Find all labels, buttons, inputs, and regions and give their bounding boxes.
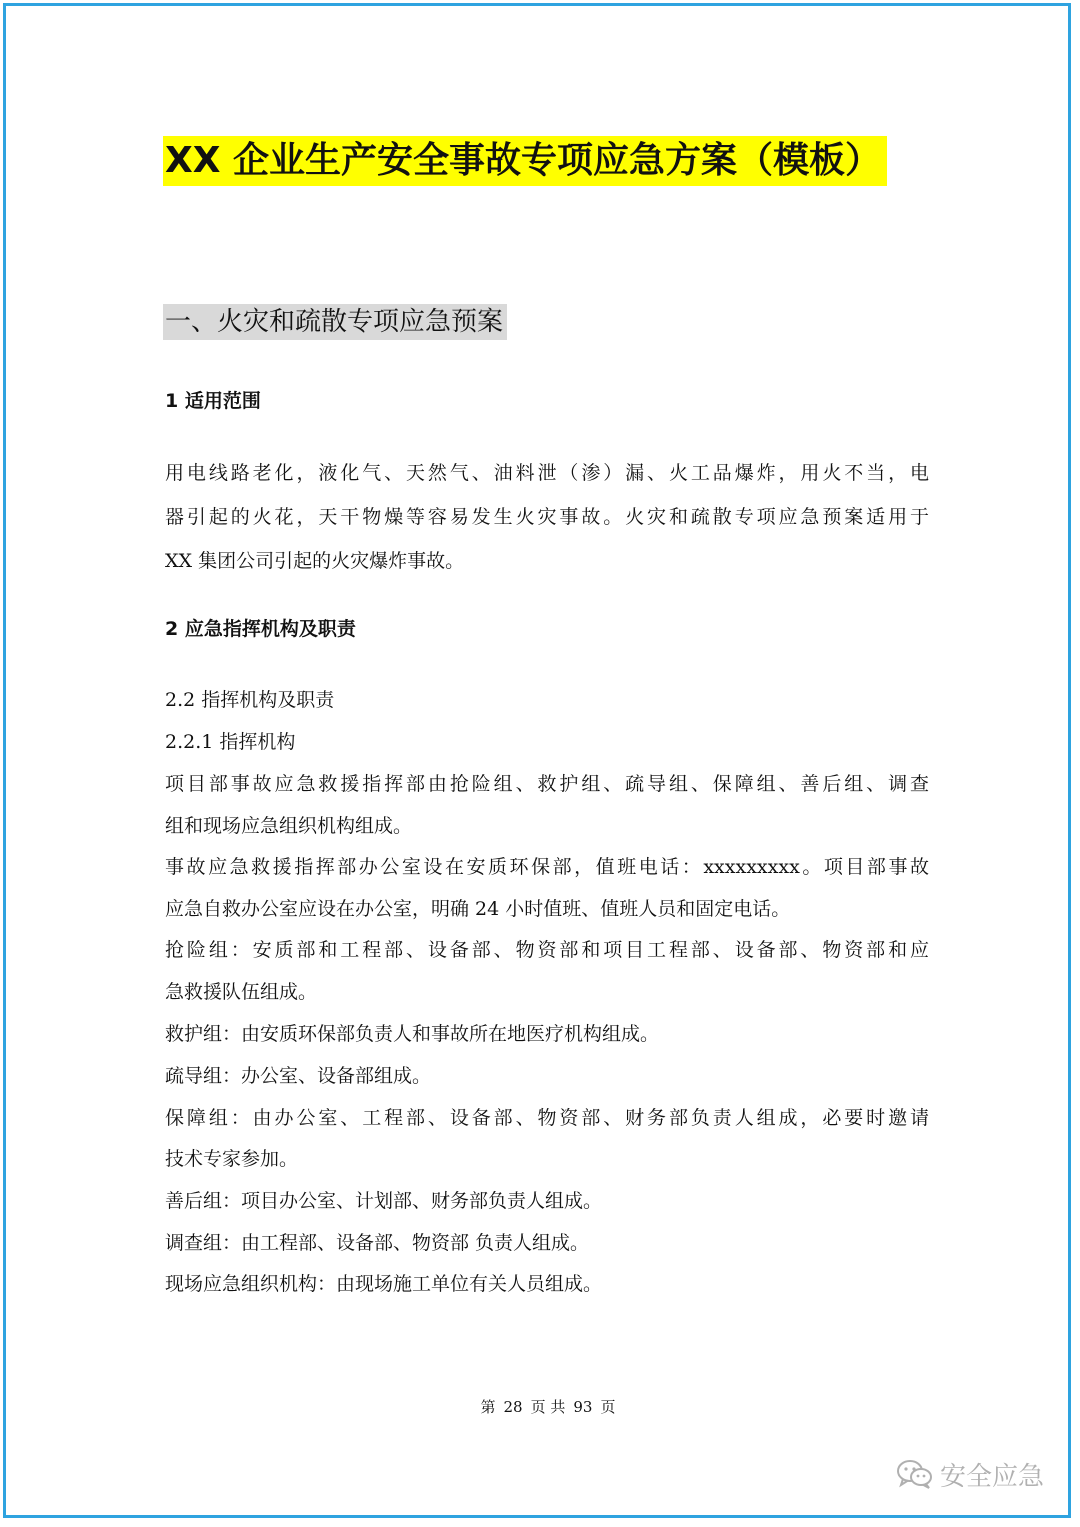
paragraph-line: 现场应急组织机构：由现场施工单位有关人员组成。 — [165, 1273, 603, 1295]
footer-middle: 页 共 — [530, 1398, 566, 1416]
footer-prefix: 第 — [480, 1398, 496, 1416]
paragraph-line: 事故应急救援指挥部办公室设在安质环保部，值班电话：xxxxxxxxx。项目部事故 — [165, 856, 929, 878]
subheading-command: 2 应急指挥机构及职责 — [165, 618, 356, 640]
paragraph-line: 善后组：项目办公室、计划部、财务部负责人组成。 — [165, 1190, 603, 1212]
watermark — [896, 1452, 1044, 1496]
paragraph-line: 救护组：由安质环保部负责人和事故所在地医疗机构组成。 — [165, 1023, 660, 1045]
paragraph-line: 项目部事故应急救援指挥部由抢险组、救护组、疏导组、保障组、善后组、调查 — [165, 773, 929, 795]
paragraph-line: 调查组：由工程部、设备部、物资部 负责人组成。 — [165, 1232, 590, 1254]
paragraph-line: 器引起的火花，天干物燥等容易发生火灾事故。火灾和疏散专项应急预案适用于 — [165, 506, 929, 528]
paragraph-line: 抢险组：安质部和工程部、设备部、物资部和项目工程部、设备部、物资部和应 — [165, 939, 929, 961]
paragraph-line: 疏导组：办公室、设备部组成。 — [165, 1065, 432, 1087]
section-heading: 一、火灾和疏散专项应急预案 — [163, 304, 507, 340]
wechat-icon — [896, 1458, 934, 1490]
paragraph-line: 保障组：由办公室、工程部、设备部、物资部、财务部负责人组成，必要时邀请 — [165, 1107, 929, 1129]
paragraph-line: 用电线路老化，液化气、天然气、油料泄（渗）漏、火工品爆炸，用火不当，电 — [165, 462, 929, 484]
footer-total-pages: 93 — [573, 1398, 593, 1416]
page-footer — [0, 1396, 1080, 1418]
paragraph-line: XX 集团公司引起的火灾爆炸事故。 — [165, 550, 465, 572]
watermark-text: 安全应急 — [940, 1461, 1045, 1492]
paragraph-line: 技术专家参加。 — [165, 1148, 299, 1170]
footer-suffix: 页 — [600, 1398, 616, 1416]
subheading-scope: 1 适用范围 — [165, 390, 261, 412]
document-title: XX 企业生产安全事故专项应急方案（模板） — [163, 136, 887, 186]
paragraph-line: 急救援队伍组成。 — [165, 981, 318, 1003]
paragraph-line: 应急自救办公室应设在办公室，明确 24 小时值班、值班人员和固定电话。 — [165, 898, 791, 920]
paragraph-line: 组和现场应急组织机构组成。 — [165, 815, 413, 837]
subsection-heading: 2.2.1 指挥机构 — [165, 731, 296, 753]
footer-current-page: 28 — [503, 1398, 523, 1416]
subsection-heading: 2.2 指挥机构及职责 — [165, 689, 335, 711]
